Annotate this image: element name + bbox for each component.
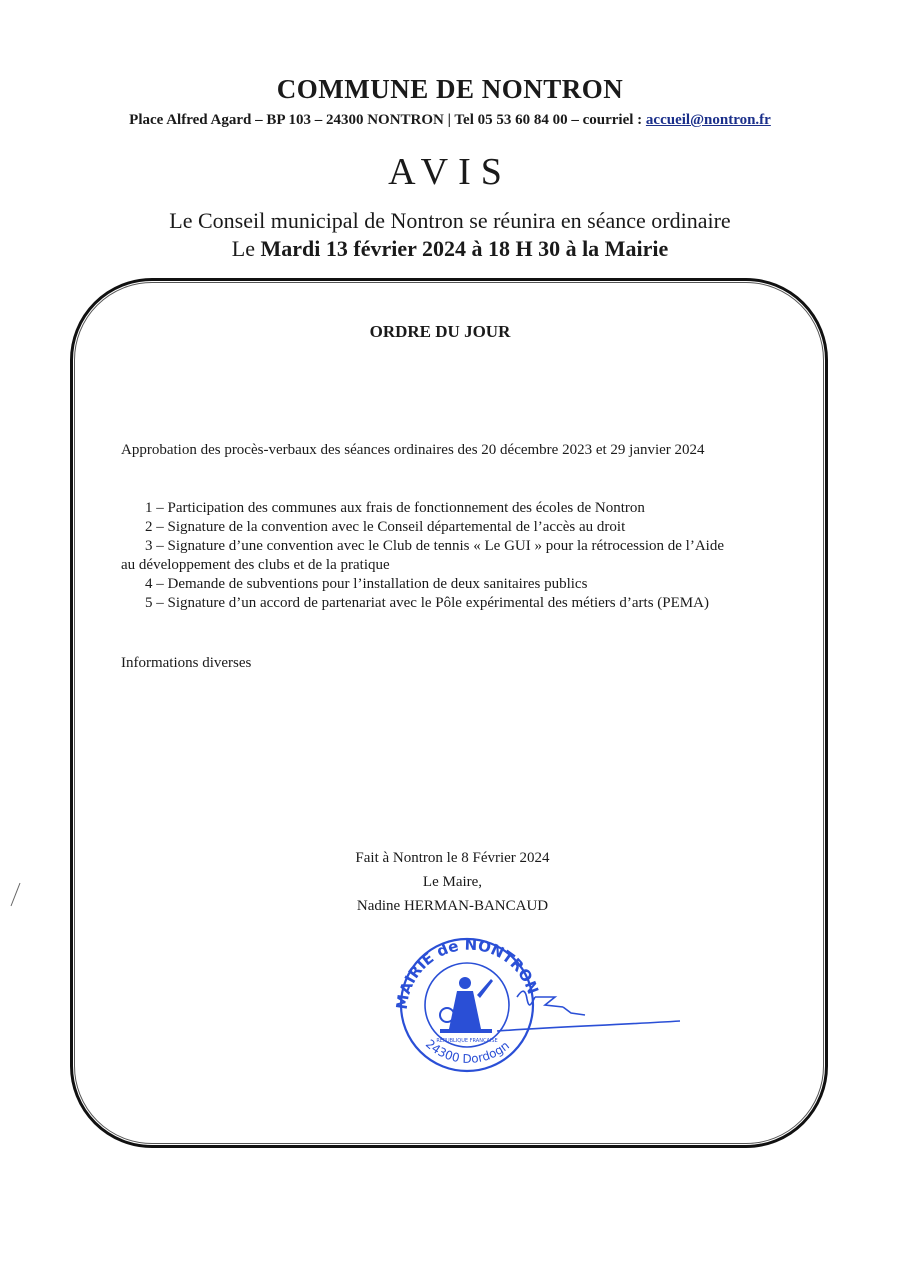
stamp-top-text: MAIRIE de NONTRON (392, 935, 543, 1011)
meeting-date: Mardi 13 février 2024 à 18 H 30 à la Mairie (260, 236, 669, 261)
agenda-item-5: 5 – Signature d’un accord de partenariat avec le Pôle expérimental des métiers d’arts (PEMA) (145, 595, 709, 611)
email-link[interactable]: accueil@nontron.fr (645, 112, 771, 128)
stamp-bottom-text: 24300 Dordogn (422, 1036, 513, 1066)
mairie-stamp (385, 935, 695, 1080)
header-address (0, 112, 900, 129)
agenda-item-3: 3 – Signature d’une convention avec le Club de tennis « Le GUI » pour la rétrocession de l’Aide (145, 538, 725, 554)
page-title: COMMUNE DE NONTRON (276, 74, 624, 104)
address-text: Place Alfred Agard – BP 103 – 24300 NONTRON | Tel 05 53 60 84 00 – courriel : (129, 112, 646, 128)
margin-mark (6, 880, 26, 915)
agenda-item-3-continued: au développement des clubs et de la pratique (121, 557, 390, 573)
agenda-heading: ORDRE DU JOUR (369, 322, 511, 341)
approval-line: Approbation des procès-verbaux des séances ordinaires des 20 décembre 2023 et 29 janvier 2024 (121, 442, 705, 458)
signature-block (345, 846, 560, 918)
stamp-and-signature-graphic (385, 935, 695, 1075)
notice-title: AVIS (388, 151, 512, 193)
notice-line-2-prefix: Le (231, 236, 261, 261)
signature-name: Nadine HERMAN-BANCAUD (356, 898, 549, 914)
marianne-emblem-icon (440, 977, 493, 1033)
agenda-item-2: 2 – Signature de la convention avec le Conseil départemental de l’accès au droit (145, 519, 626, 535)
notice-line-2 (0, 236, 900, 262)
agenda-item-4: 4 – Demande de subventions pour l’installation de deux sanitaires publics (145, 576, 588, 592)
signature-role: Le Maire, (422, 874, 483, 890)
handwritten-signature-icon (497, 991, 680, 1031)
stamp-small-text: RÉPUBLIQUE FRANÇAISE (436, 1038, 498, 1044)
informations-diverses: Informations diverses (121, 655, 252, 671)
notice-line-1: Le Conseil municipal de Nontron se réunira en séance ordinaire (169, 208, 731, 233)
signature-place-date: Fait à Nontron le 8 Février 2024 (355, 850, 550, 866)
agenda-items (121, 499, 781, 613)
agenda-item-1: 1 – Participation des communes aux frais de fonctionnement des écoles de Nontron (145, 500, 645, 516)
